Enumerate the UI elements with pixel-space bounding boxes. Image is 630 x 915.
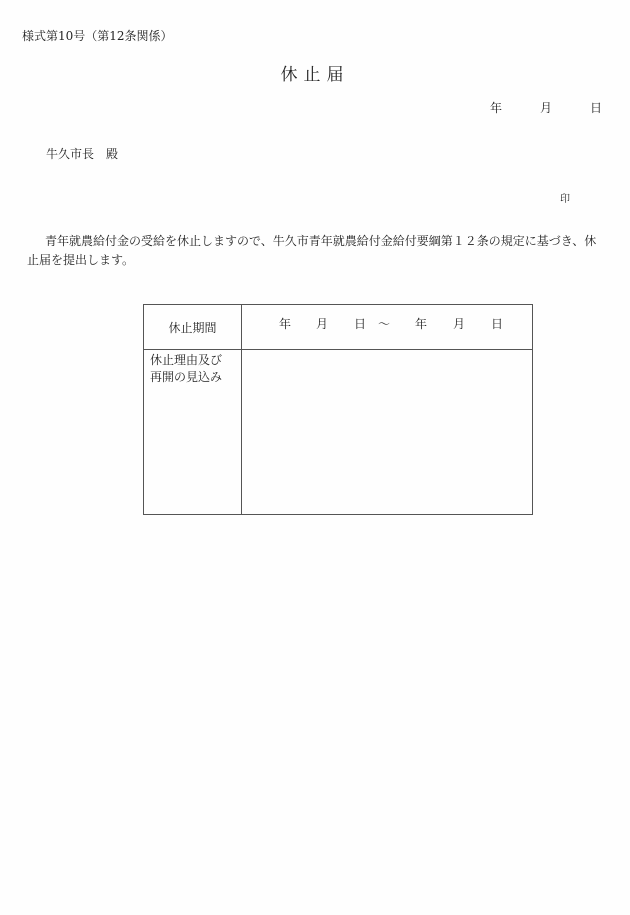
- period-dates-cell[interactable]: [242, 305, 533, 350]
- date-year-label: 年: [490, 101, 503, 115]
- period-row: [144, 305, 533, 350]
- period-start-year: 年: [279, 317, 292, 331]
- period-end-day: 日: [491, 317, 504, 331]
- reason-row: [144, 350, 533, 515]
- period-end-month: 月: [453, 317, 466, 331]
- suspension-table: [143, 304, 533, 515]
- date-day-label: 日: [590, 101, 603, 115]
- body-paragraph: 青年就農給付金の受給を休止しますので、牛久市青年就農給付金給付要綱第１２条の規定に基づき、休止届を提出します。: [27, 234, 597, 267]
- period-start-month: 月: [316, 317, 329, 331]
- addressee: 牛久市長 殿: [46, 147, 119, 161]
- date-month-label: 月: [540, 101, 553, 115]
- period-end-year: 年: [415, 317, 428, 331]
- seal-mark: 印: [560, 194, 570, 205]
- reason-input-cell[interactable]: [242, 350, 533, 515]
- reason-label: 休止理由及び 再開の見込み: [144, 350, 242, 515]
- period-label: 休止期間: [144, 305, 242, 350]
- document-title: 休止届: [280, 65, 350, 85]
- period-tilde: 〜: [378, 317, 391, 331]
- period-start-day: 日: [354, 317, 367, 331]
- form-number: 様式第10号（第12条関係）: [22, 29, 173, 43]
